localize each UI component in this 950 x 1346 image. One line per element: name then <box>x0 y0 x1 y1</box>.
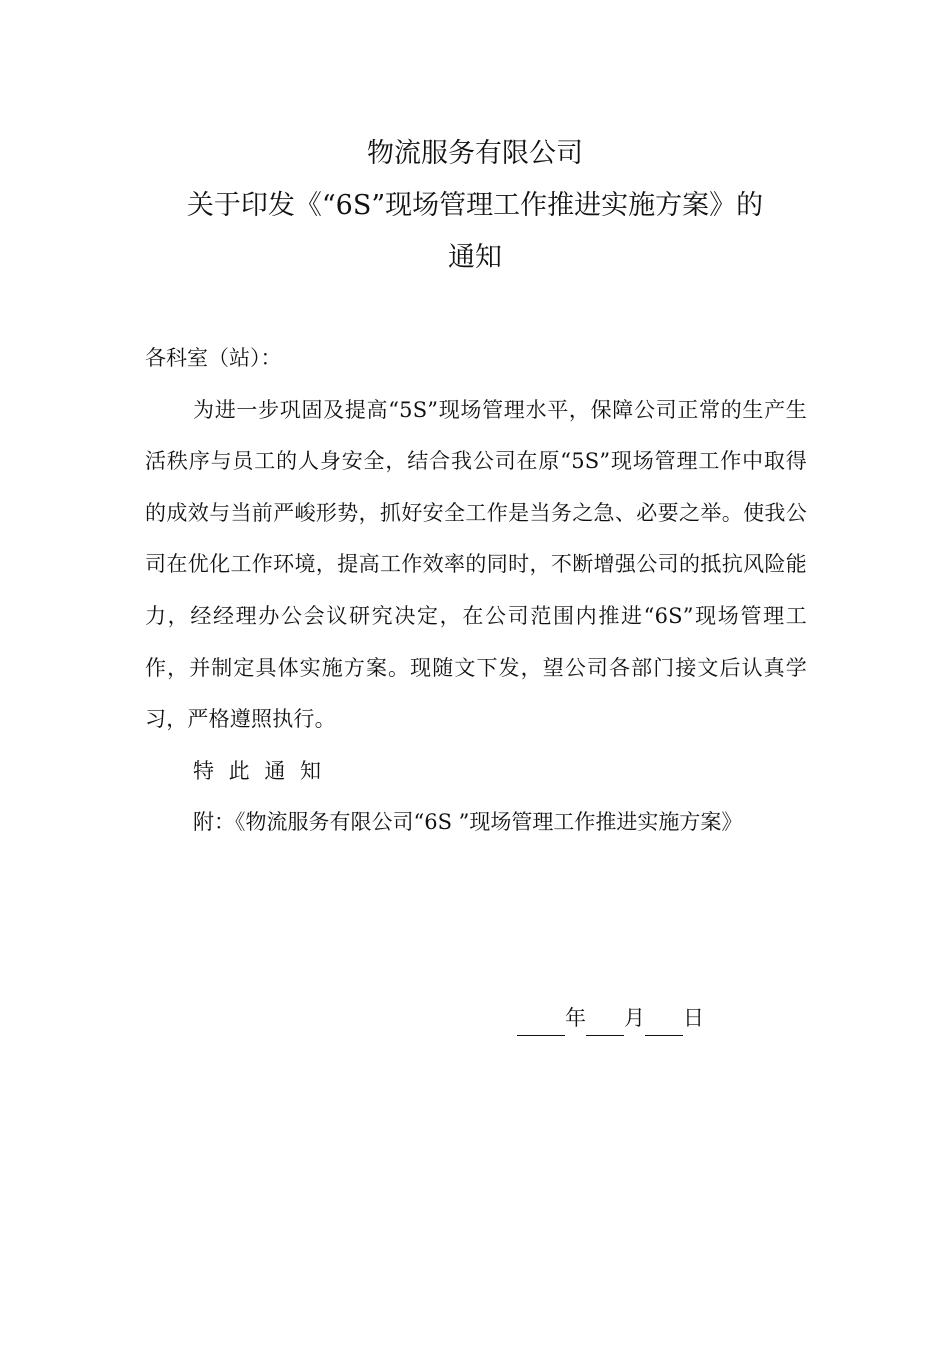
month-blank <box>586 1009 624 1036</box>
year-label: 年 <box>565 1006 586 1030</box>
month-label: 月 <box>624 1006 645 1030</box>
special-notice: 特 此 通 知 <box>193 758 326 783</box>
title-line-company: 物流服务有限公司 <box>367 138 583 169</box>
body-paragraph: 为进一步巩固及提高“5S”现场管理水平，保障公司正常的生产生活秩序与员工的人身安全，结合我公司在原“5S”现场管理工作中取得的成效与当前严峻形势，抓好安全工作是当务之急、必要之举。使我公司在优化工作环境，提高工作效率的同时，不断增强公司的抵抗风险能力，经经理办公会议研究决定，在公司范围内推进“6S”现场管理工作，并制定具体实施方案。现随文下发，望公司各部门接文后认真学习，严格遵照执行。 <box>145 397 807 732</box>
title-line-notice: 通知 <box>448 242 502 273</box>
day-blank <box>645 1009 683 1036</box>
salutation: 各科室（站）： <box>145 346 282 370</box>
attachment-line: 附：《物流服务有限公司“6S ”现场管理工作推进实施方案》 <box>193 810 743 835</box>
date-line <box>517 1000 704 1036</box>
day-label: 日 <box>683 1006 704 1030</box>
year-blank <box>517 1009 565 1036</box>
document-body <box>145 333 807 849</box>
title-line-subject: 关于印发《“6S”现场管理工作推进实施方案》的 <box>186 190 764 221</box>
document-title <box>120 128 830 284</box>
